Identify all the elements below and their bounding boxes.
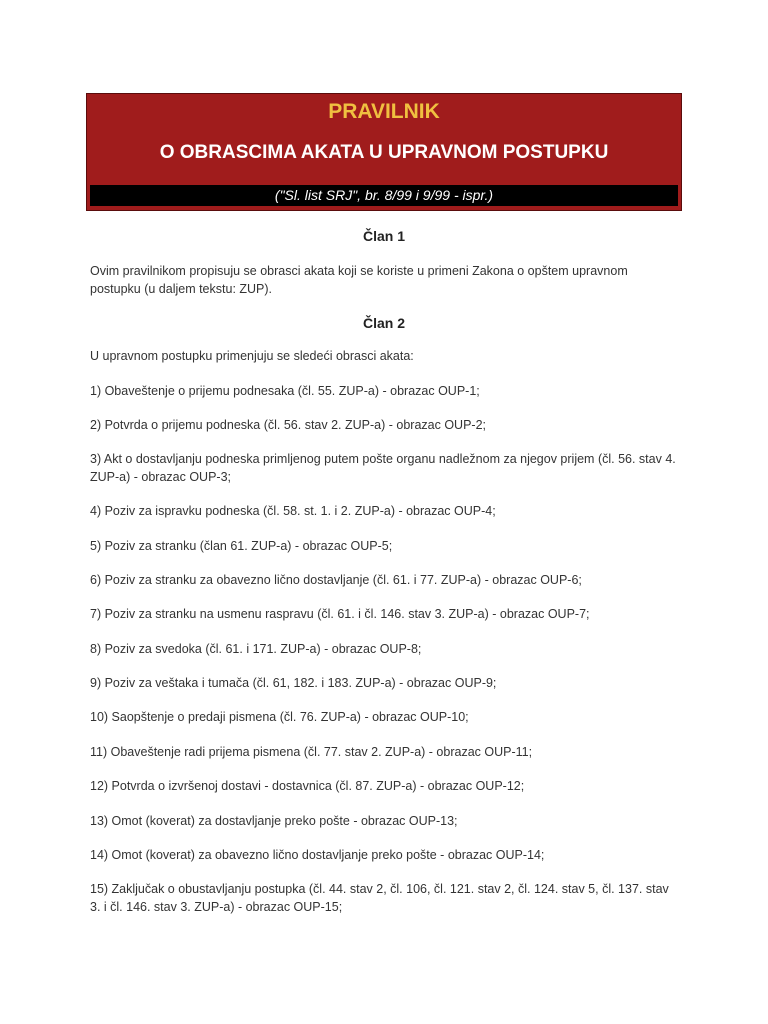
list-item: 6) Poziv za stranku za obavezno lično dostavljanje (čl. 61. i 77. ZUP-a) - obrazac OUP-6; (90, 573, 582, 587)
list-item: 5) Poziv za stranku (član 61. ZUP-a) - obrazac OUP-5; (90, 539, 393, 553)
list-item: 1) Obaveštenje o prijemu podnesaka (čl. 55. ZUP-a) - obrazac OUP-1; (90, 384, 480, 398)
list-item: 11) Obaveštenje radi prijema pismena (čl. 77. stav 2. ZUP-a) - obrazac OUP-11; (90, 745, 533, 759)
list-item: 13) Omot (koverat) za dostavljanje preko pošte - obrazac OUP-13; (90, 814, 458, 828)
document-subtitle: O OBRASCIMA AKATA U UPRAVNOM POSTUPKU (159, 142, 609, 163)
gazette-reference: ("Sl. list SRJ", br. 8/99 i 9/99 - ispr.) (90, 185, 678, 206)
list-item: 4) Poziv za ispravku podneska (čl. 58. st. 1. i 2. ZUP-a) - obrazac OUP-4; (90, 504, 496, 518)
document-title: PRAVILNIK (328, 100, 440, 123)
document-header (86, 93, 682, 211)
article-heading-1: Član 1 (362, 228, 405, 244)
list-item: 15) Zaključak o obustavljanju postupka (čl. 44. stav 2, čl. 106, čl. 121. stav 2, čl. 124. stav 5, čl. 137. stav 3. i čl. 146. stav 3. ZUP-a) - obrazac OUP-15; (90, 882, 669, 914)
list-item: 3) Akt o dostavljanju podneska primljenog putem pošte organu nadležnom za njegov prijem (čl. 56. stav 4. ZUP-a) - obrazac OUP-3; (90, 452, 676, 484)
list-item: 10) Saopštenje o predaji pismena (čl. 76. ZUP-a) - obrazac OUP-10; (90, 710, 469, 724)
list-item: 14) Omot (koverat) za obavezno lično dostavljanje preko pošte - obrazac OUP-14; (90, 848, 545, 862)
article-2-intro: U upravnom postupku primenjuju se sledeći obrasci akata: (90, 349, 414, 363)
article-1-paragraph: Ovim pravilnikom propisuju se obrasci akata koji se koriste u primeni Zakona o opštem upravnom postupku (u daljem tekstu: ZUP). (90, 264, 628, 296)
list-item: 12) Potvrda o izvršenoj dostavi - dostavnica (čl. 87. ZUP-a) - obrazac OUP-12; (90, 779, 525, 793)
list-item: 7) Poziv za stranku na usmenu raspravu (čl. 61. i čl. 146. stav 3. ZUP-a) - obrazac OUP-7; (90, 607, 590, 621)
article-heading-2: Član 2 (362, 315, 405, 331)
list-item: 8) Poziv za svedoka (čl. 61. i 171. ZUP-a) - obrazac OUP-8; (90, 642, 422, 656)
list-item: 9) Poziv za veštaka i tumača (čl. 61, 182. i 183. ZUP-a) - obrazac OUP-9; (90, 676, 497, 690)
list-item: 2) Potvrda o prijemu podneska (čl. 56. stav 2. ZUP-a) - obrazac OUP-2; (90, 418, 486, 432)
